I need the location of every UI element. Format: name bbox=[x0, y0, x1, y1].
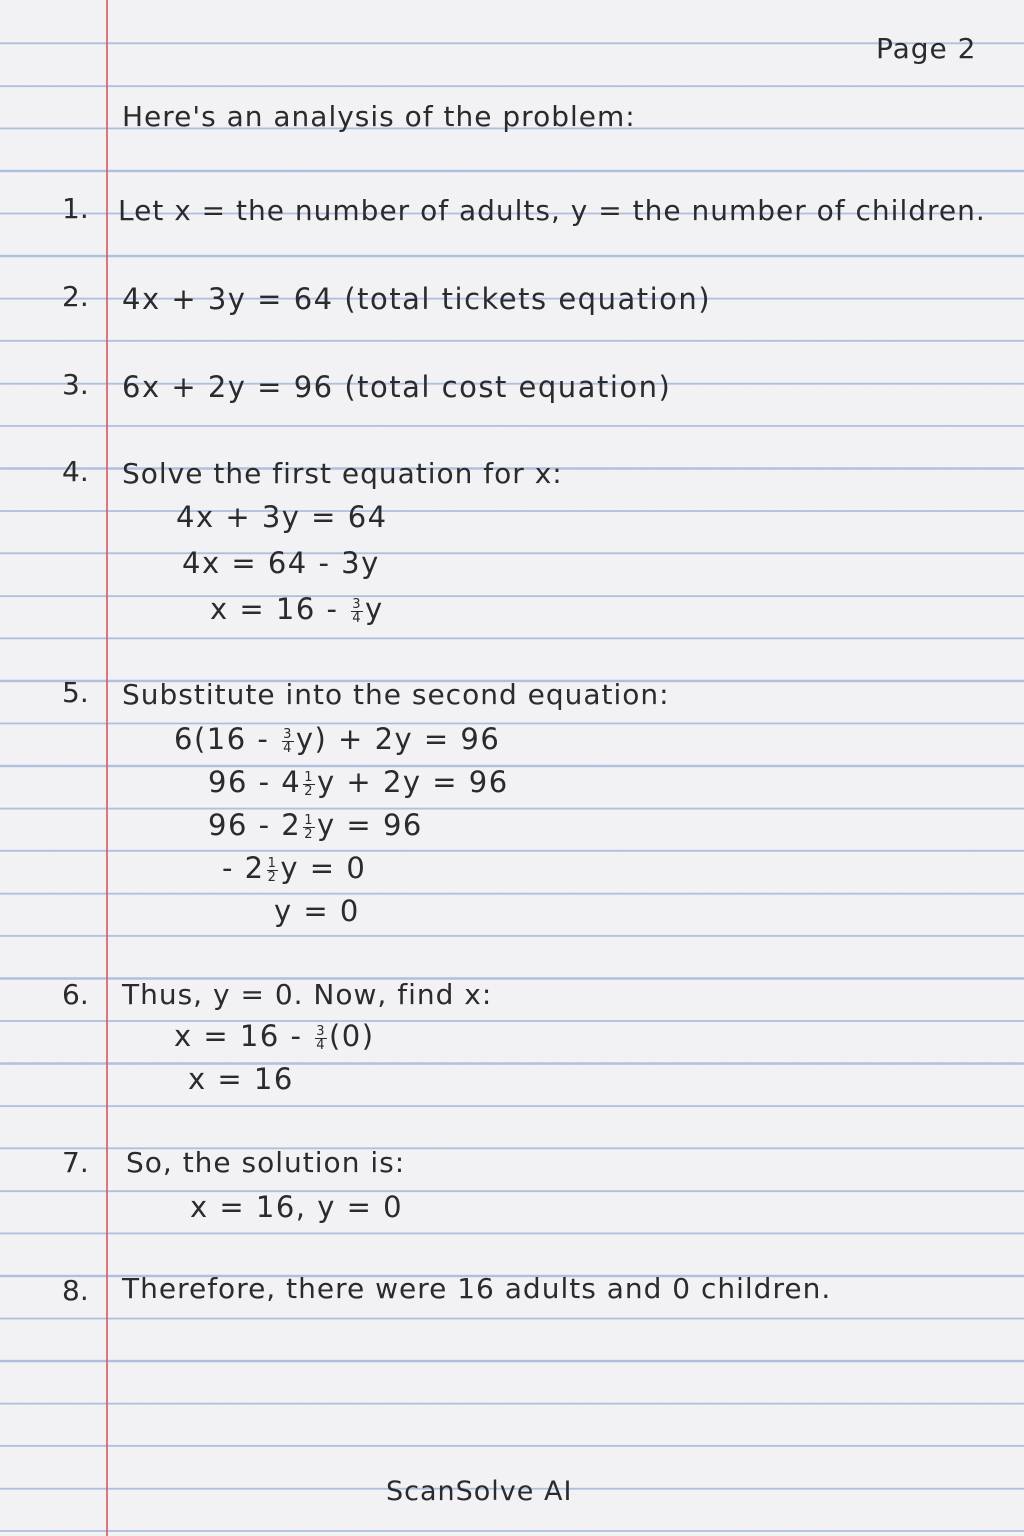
equation-line bbox=[174, 722, 500, 756]
equation-part: y + 2y = 96 bbox=[317, 765, 509, 799]
fraction-numerator: 3 bbox=[283, 726, 293, 742]
equation-line: y = 0 bbox=[274, 894, 360, 928]
equation-part: y bbox=[364, 592, 384, 626]
margin-line bbox=[106, 0, 108, 1536]
equation-part: 96 - 4 bbox=[208, 765, 302, 799]
step-text: 4x + 3y = 64 (total tickets equation) bbox=[122, 282, 712, 316]
step-number: 6. bbox=[62, 978, 89, 1011]
equation-line: x = 16 bbox=[188, 1062, 294, 1096]
step-number: 2. bbox=[62, 280, 89, 313]
step-text: Substitute into the second equation: bbox=[122, 678, 670, 711]
fraction bbox=[351, 598, 363, 625]
equation-part: y) + 2y = 96 bbox=[295, 722, 501, 756]
step-number: 4. bbox=[62, 455, 89, 488]
fraction-denominator: 2 bbox=[267, 869, 278, 885]
fraction-numerator: 1 bbox=[304, 812, 315, 828]
equation-part: (0) bbox=[328, 1019, 375, 1053]
fraction-numerator: 1 bbox=[267, 855, 278, 871]
fraction-denominator: 4 bbox=[352, 610, 362, 626]
equation-line: 4x + 3y = 64 bbox=[176, 500, 388, 534]
step-number: 3. bbox=[62, 368, 89, 401]
step-text: Let x = the number of adults, y = the number of children. bbox=[118, 194, 986, 227]
step-number: 5. bbox=[62, 676, 89, 709]
fraction bbox=[282, 728, 294, 755]
fraction bbox=[303, 814, 315, 841]
step-text: Solve the first equation for x: bbox=[122, 457, 563, 490]
equation-line: 4x = 64 - 3y bbox=[182, 546, 380, 580]
fraction bbox=[315, 1025, 327, 1052]
fraction-denominator: 2 bbox=[304, 826, 315, 842]
equation-line bbox=[174, 1019, 375, 1053]
fraction bbox=[267, 857, 279, 884]
equation-line: x = 16, y = 0 bbox=[190, 1190, 404, 1224]
step-number: 8. bbox=[62, 1274, 89, 1307]
fraction bbox=[303, 771, 315, 798]
step-number: 1. bbox=[62, 192, 89, 225]
equation-part: y = 0 bbox=[280, 851, 367, 885]
fraction-denominator: 4 bbox=[283, 740, 293, 756]
fraction-numerator: 3 bbox=[352, 596, 362, 612]
equation-part: - 2 bbox=[222, 851, 265, 885]
equation-line bbox=[208, 765, 509, 799]
equation-part: x = 16 - bbox=[210, 592, 350, 626]
equation-part: 96 - 2 bbox=[208, 808, 302, 842]
equation-part: 6(16 - bbox=[174, 722, 281, 756]
step-text: Therefore, there were 16 adults and 0 children. bbox=[122, 1272, 832, 1305]
intro-heading: Here's an analysis of the problem: bbox=[122, 100, 636, 133]
step-text: 6x + 2y = 96 (total cost equation) bbox=[122, 370, 672, 404]
footer-brand: ScanSolve AI bbox=[386, 1476, 573, 1507]
equation-part: y = 96 bbox=[317, 808, 423, 842]
fraction-numerator: 1 bbox=[304, 769, 315, 785]
page-number: Page 2 bbox=[876, 32, 977, 65]
fraction-numerator: 3 bbox=[316, 1023, 326, 1039]
equation-line bbox=[222, 851, 366, 885]
fraction-denominator: 2 bbox=[304, 783, 315, 799]
step-text: So, the solution is: bbox=[126, 1146, 406, 1179]
equation-line bbox=[210, 592, 384, 626]
equation-part: x = 16 - bbox=[174, 1019, 314, 1053]
equation-line bbox=[208, 808, 423, 842]
step-text: Thus, y = 0. Now, find x: bbox=[122, 978, 493, 1011]
fraction-denominator: 4 bbox=[316, 1037, 326, 1053]
step-number: 7. bbox=[62, 1146, 89, 1179]
